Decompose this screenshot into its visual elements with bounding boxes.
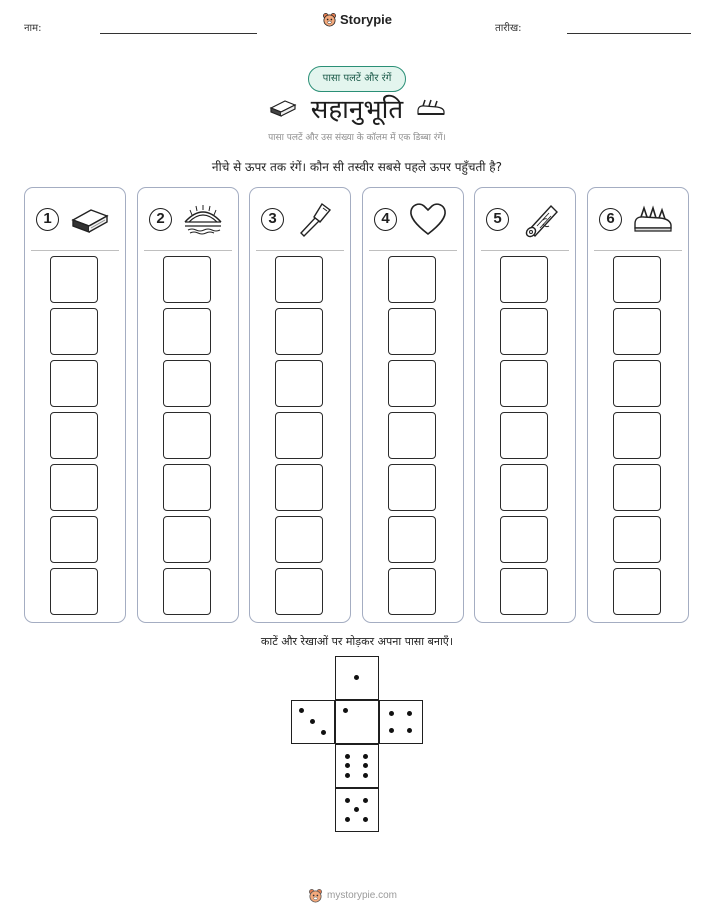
color-box[interactable] xyxy=(275,308,323,355)
storypie-logo xyxy=(322,12,392,27)
pip xyxy=(345,798,350,803)
color-box[interactable] xyxy=(388,568,436,615)
color-box[interactable] xyxy=(163,308,211,355)
color-box[interactable] xyxy=(50,516,98,563)
color-box[interactable] xyxy=(50,412,98,459)
die-face-6 xyxy=(335,744,379,788)
color-box[interactable] xyxy=(275,256,323,303)
column-2 xyxy=(137,187,239,623)
color-box[interactable] xyxy=(50,568,98,615)
column-header xyxy=(250,200,350,240)
color-box[interactable] xyxy=(388,360,436,407)
column-header xyxy=(25,200,125,240)
color-box[interactable] xyxy=(500,568,548,615)
column-number: 4 xyxy=(374,208,397,231)
color-box[interactable] xyxy=(388,464,436,511)
column-1 xyxy=(24,187,126,623)
color-box[interactable] xyxy=(163,568,211,615)
color-box[interactable] xyxy=(500,464,548,511)
bear-logo-icon xyxy=(308,888,323,903)
column-header xyxy=(138,200,238,240)
pip xyxy=(321,730,326,735)
logo-text: Storypie xyxy=(340,12,393,27)
color-box[interactable] xyxy=(613,256,661,303)
color-box[interactable] xyxy=(613,360,661,407)
column-header xyxy=(588,200,688,240)
footer-site: mystorypie.com xyxy=(327,890,398,901)
column-divider xyxy=(481,250,569,251)
book-icon xyxy=(69,200,111,238)
column-divider xyxy=(369,250,457,251)
bear-logo-icon xyxy=(322,12,337,27)
column-6 xyxy=(587,187,689,623)
footer xyxy=(308,888,397,903)
color-box[interactable] xyxy=(163,516,211,563)
color-box[interactable] xyxy=(275,360,323,407)
color-box[interactable] xyxy=(275,516,323,563)
color-box[interactable] xyxy=(163,464,211,511)
color-box[interactable] xyxy=(50,464,98,511)
color-box[interactable] xyxy=(163,360,211,407)
color-box[interactable] xyxy=(500,360,548,407)
instruction-subtitle: पासा पलटें और उस संख्या के कॉलम में एक डिब्बा रंगें। xyxy=(268,133,446,143)
column-5 xyxy=(474,187,576,623)
pip xyxy=(363,817,368,822)
pip xyxy=(363,773,368,778)
question-text: नीचे से ऊपर तक रंगें। कौन सी तस्वीर सबसे पहले ऊपर पहुँचती है? xyxy=(211,160,503,174)
bridge-icon xyxy=(182,200,224,238)
color-box[interactable] xyxy=(613,516,661,563)
color-box[interactable] xyxy=(613,308,661,355)
color-box[interactable] xyxy=(388,412,436,459)
die-face-4 xyxy=(379,700,423,744)
name-line[interactable] xyxy=(100,33,257,34)
pip xyxy=(354,675,359,680)
pip xyxy=(345,763,350,768)
pip xyxy=(407,728,412,733)
die-face-3 xyxy=(291,700,335,744)
column-divider xyxy=(256,250,344,251)
date-label: तारीख: xyxy=(495,23,522,34)
pip xyxy=(363,798,368,803)
column-header xyxy=(363,200,463,240)
column-number: 6 xyxy=(599,208,622,231)
sandal-icon xyxy=(632,200,674,238)
column-3 xyxy=(249,187,351,623)
pip xyxy=(310,719,315,724)
column-divider xyxy=(31,250,119,251)
heart-icon xyxy=(407,200,449,238)
activity-tag: पासा पलटें और रंगें xyxy=(308,66,406,92)
date-line[interactable] xyxy=(567,33,691,34)
color-box[interactable] xyxy=(613,464,661,511)
pip xyxy=(345,754,350,759)
color-box[interactable] xyxy=(500,412,548,459)
column-number: 5 xyxy=(486,208,509,231)
color-box[interactable] xyxy=(613,412,661,459)
pip xyxy=(363,754,368,759)
pip xyxy=(345,773,350,778)
color-box[interactable] xyxy=(50,308,98,355)
color-box[interactable] xyxy=(50,360,98,407)
color-box[interactable] xyxy=(275,412,323,459)
color-box[interactable] xyxy=(500,256,548,303)
pip xyxy=(407,711,412,716)
color-box[interactable] xyxy=(500,516,548,563)
page-title: सहानुभूति xyxy=(310,95,404,125)
color-box[interactable] xyxy=(275,464,323,511)
cut-fold-instruction: काटें और रेखाओं पर मोड़कर अपना पासा बनाएँ। xyxy=(260,635,454,648)
column-divider xyxy=(144,250,232,251)
chisel-icon xyxy=(294,200,336,238)
pip xyxy=(354,807,359,812)
color-box[interactable] xyxy=(163,256,211,303)
pip xyxy=(343,708,348,713)
pip xyxy=(299,708,304,713)
pip xyxy=(363,763,368,768)
color-box[interactable] xyxy=(613,568,661,615)
column-4 xyxy=(362,187,464,623)
die-face-1-top xyxy=(335,656,379,700)
die-face-5 xyxy=(335,788,379,832)
pip xyxy=(345,817,350,822)
column-number: 3 xyxy=(261,208,284,231)
scroll-icon xyxy=(519,200,561,238)
color-box[interactable] xyxy=(500,308,548,355)
color-box[interactable] xyxy=(163,412,211,459)
color-box[interactable] xyxy=(388,516,436,563)
pip xyxy=(389,728,394,733)
column-header xyxy=(475,200,575,240)
column-number: 1 xyxy=(36,208,59,231)
die-face-1-center xyxy=(335,700,379,744)
color-box[interactable] xyxy=(388,308,436,355)
pip xyxy=(389,711,394,716)
sandal-icon xyxy=(415,96,447,118)
name-label: नाम: xyxy=(24,23,42,34)
color-box[interactable] xyxy=(388,256,436,303)
color-box[interactable] xyxy=(275,568,323,615)
color-box[interactable] xyxy=(50,256,98,303)
column-divider xyxy=(594,250,682,251)
column-number: 2 xyxy=(149,208,172,231)
